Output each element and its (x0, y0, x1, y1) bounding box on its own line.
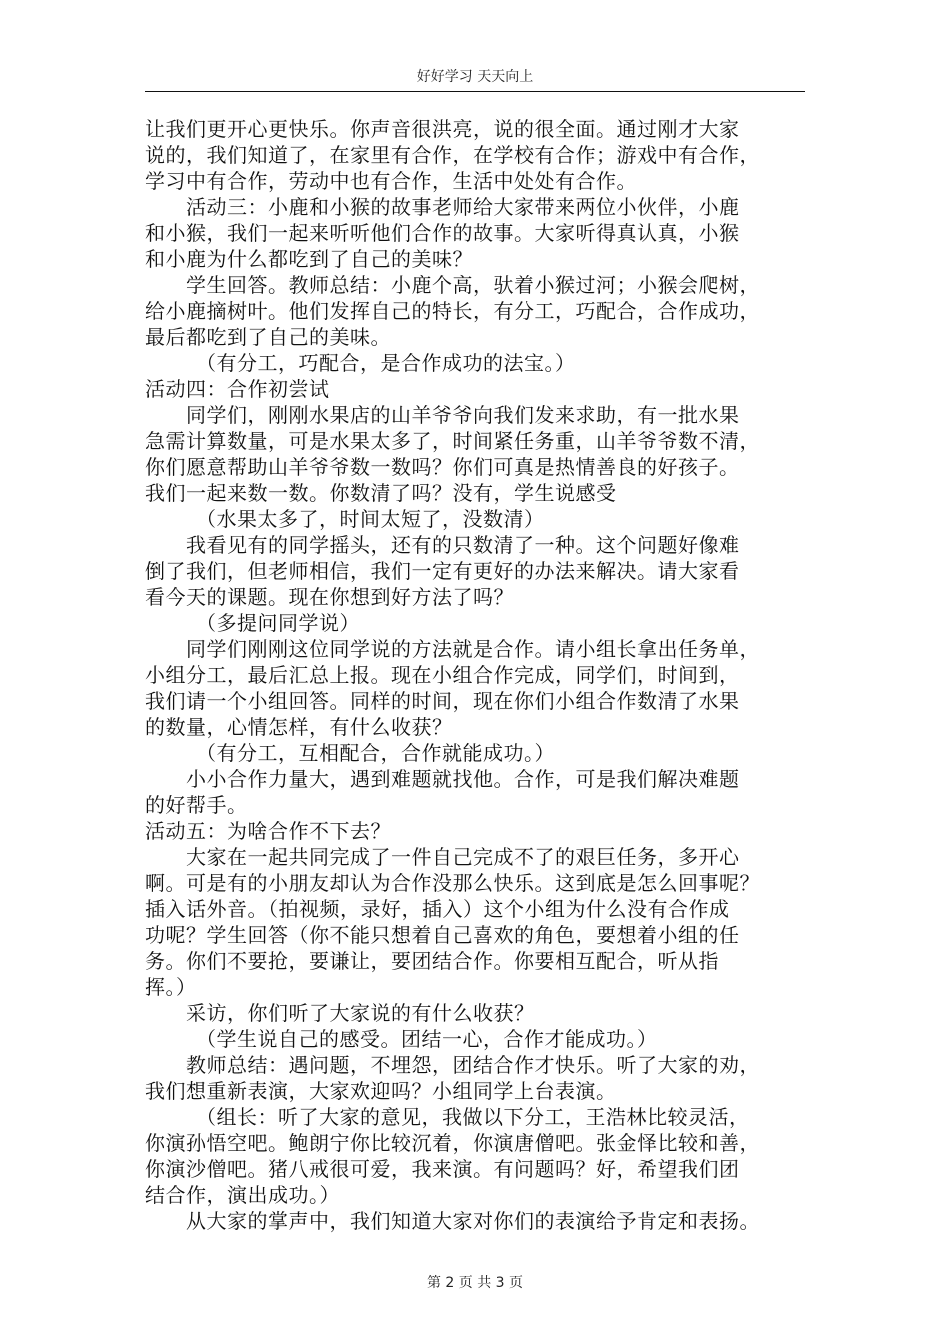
text-line: 啊。可是有的小朋友却认为合作没那么快乐。这到底是怎么回事呢？ (145, 871, 760, 895)
text-line: 从大家的掌声中，我们知道大家对你们的表演给予肯定和表扬。 (186, 1209, 760, 1233)
text-line: 活动三：小鹿和小猴的故事老师给大家带来两位小伙伴，小鹿 (186, 195, 740, 219)
text-line: 插入话外音。（拍视频，录好，插入）这个小组为什么没有合作成 (145, 897, 730, 921)
text-line: 大家在一起共同完成了一件自己完成不了的艰巨任务，多开心 (186, 845, 740, 869)
text-line: 让我们更开心更快乐。你声音很洪亮，说的很全面。通过刚才大家 (145, 117, 740, 141)
text-line: 我们一起来数一数。你数清了吗？没有，学生说感受 (145, 481, 617, 505)
text-line: 同学们刚刚这位同学说的方法就是合作。请小组长拿出任务单， (186, 637, 760, 661)
text-line: 教师总结：遇问题，不埋怨，团结合作才快乐。听了大家的劝， (186, 1053, 760, 1077)
text-line: 最后都吃到了自己的美味。 (145, 325, 391, 349)
text-line: （组长：听了大家的意见，我做以下分工，王浩林比较灵活， (196, 1105, 750, 1129)
text-line: 说的，我们知道了，在家里有合作，在学校有合作；游戏中有合作， (145, 143, 760, 167)
text-line: （多提问同学说） (196, 611, 360, 635)
text-line: 我们请一个小组回答。同样的时间，现在你们小组合作数清了水果 (145, 689, 740, 713)
text-line: 急需计算数量，可是水果太多了，时间紧任务重，山羊爷爷数不清， (145, 429, 760, 453)
text-line: 你们愿意帮助山羊爷爷数一数吗？你们可真是热情善良的好孩子。 (145, 455, 740, 479)
document-body (145, 116, 805, 1234)
text-line: （水果太多了，时间太短了，没数清） (196, 507, 545, 531)
text-line: 和小鹿为什么都吃到了自己的美味？ (145, 247, 473, 271)
text-line: 学习中有合作，劳动中也有合作，生活中处处有合作。 (145, 169, 637, 193)
section-heading: 活动五：为啥合作不下去？ (145, 819, 391, 843)
text-line: 看今天的课题。现在你想到好方法了吗？ (145, 585, 514, 609)
text-line: 我们想重新表演，大家欢迎吗？小组同学上台表演。 (145, 1079, 617, 1103)
text-line: 倒了我们，但老师相信，我们一定有更好的办法来解决。请大家看 (145, 559, 740, 583)
header-divider (145, 91, 805, 92)
text-line: 的好帮手。 (145, 793, 248, 817)
text-line: 功呢？学生回答（你不能只想着自己喜欢的角色，要想着小组的任 (145, 923, 740, 947)
text-line: 的数量，心情怎样，有什么收获？ (145, 715, 453, 739)
text-line: 我看见有的同学摇头，还有的只数清了一种。这个问题好像难 (186, 533, 740, 557)
page-header: 好好学习 天天向上 (416, 69, 534, 85)
text-line: 采访，你们听了大家说的有什么收获？ (186, 1001, 535, 1025)
text-line: 和小猴，我们一起来听听他们合作的故事。大家听得真认真，小猴 (145, 221, 740, 245)
text-line: 你演孙悟空吧。鲍朗宁你比较沉着，你演唐僧吧。张金怿比较和善， (145, 1131, 760, 1155)
page-footer: 第 2 页 共 3 页 (426, 1275, 524, 1291)
text-line: 给小鹿摘树叶。他们发挥自己的特长，有分工，巧配合，合作成功， (145, 299, 760, 323)
text-line: （有分工，巧配合，是合作成功的法宝。） (196, 351, 576, 375)
text-line: （学生说自己的感受。团结一心，合作才能成功。） (196, 1027, 658, 1051)
text-line: 小小合作力量大，遇到难题就找他。合作，可是我们解决难题 (186, 767, 740, 791)
text-line: （有分工，互相配合，合作就能成功。） (196, 741, 555, 765)
text-line: 小组分工，最后汇总上报。现在小组合作完成，同学们，时间到， (145, 663, 740, 687)
text-line: 务。你们不要抢，要谦让，要团结合作。你要相互配合，听从指 (145, 949, 719, 973)
text-line: 你演沙僧吧。猪八戒很可爱，我来演。有问题吗？好，希望我们团 (145, 1157, 740, 1181)
text-line: 结合作，演出成功。） (145, 1183, 340, 1207)
text-line: 挥。） (145, 975, 197, 999)
text-line: 同学们，刚刚水果店的山羊爷爷向我们发来求助，有一批水果 (186, 403, 740, 427)
text-line: 学生回答。教师总结：小鹿个高，驮着小猴过河；小猴会爬树， (186, 273, 760, 297)
section-heading: 活动四：合作初尝试 (145, 377, 330, 401)
